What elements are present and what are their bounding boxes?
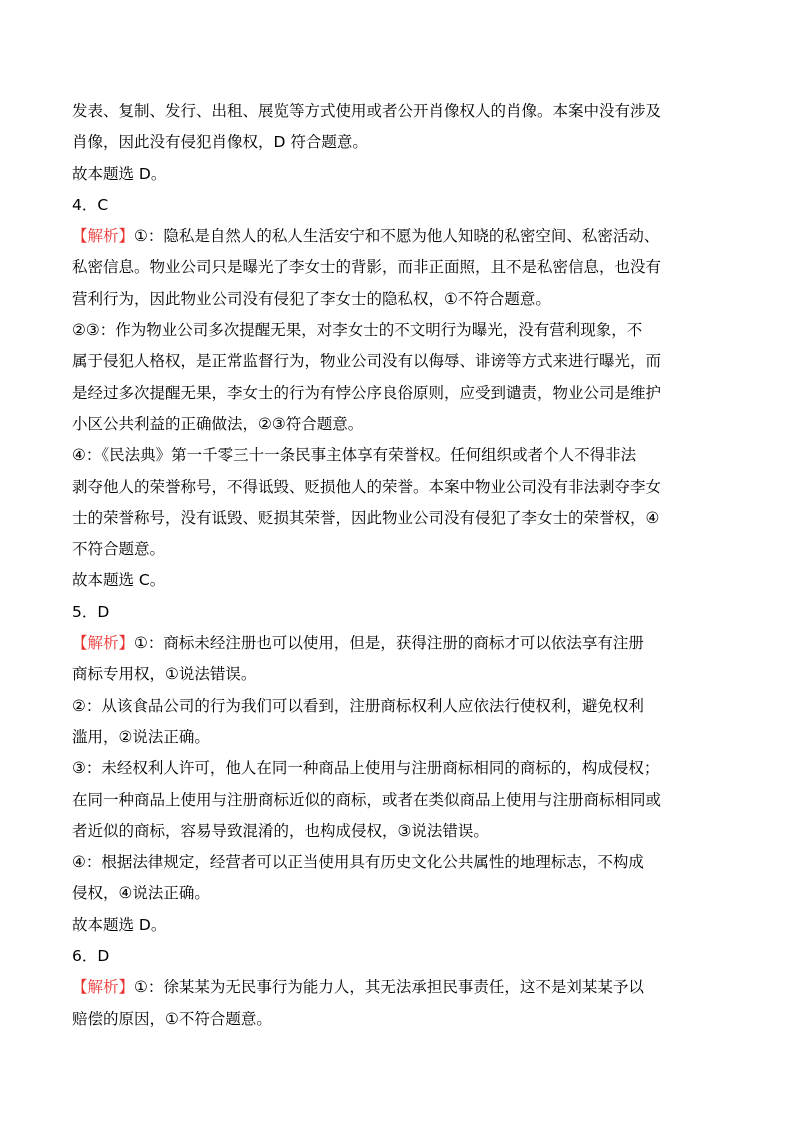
text-line: 剥夺他人的荣誉称号，不得诋毁、贬损他人的荣誉。本案中物业公司没有非法剥夺李女 (72, 477, 662, 496)
text-line: 者近似的商标，容易导致混淆的，也构成侵权，③说法错误。 (72, 821, 489, 840)
document-page (72, 96, 682, 1035)
text-line: ④：根据法律规定，经营者可以正当使用具有历史文化公共属性的地理标志，不构成 (72, 853, 644, 872)
text-line: 小区公共利益的正确做法，②③符合题意。 (72, 414, 364, 433)
text-line: 士的荣誉称号，没有诋毁、贬损其荣誉，因此物业公司没有侵犯了李女士的荣誉权，④ (72, 508, 660, 527)
text-line: ②：从该食品公司的行为我们可以看到，注册商标权利人应依法行使权利，避免权利 (72, 696, 644, 715)
text-line: 赔偿的原因，①不符合题意。 (72, 1009, 272, 1028)
analysis-line (72, 628, 682, 659)
analysis-line (72, 221, 682, 252)
text-line: 私密信息。物业公司只是曝光了李女士的背影，而非正面照，且不是私密信息，也没有 (72, 258, 662, 277)
text-line: 发表、复制、发行、出租、展览等方式使用或者公开肖像权人的肖像。本案中没有涉及 (72, 102, 662, 120)
text-line: 商标专用权，①说法错误。 (72, 665, 257, 684)
question-number: 4．C (72, 195, 109, 214)
text-line: 侵权，④说法正确。 (72, 884, 210, 903)
text-line: 故本题选 C。 (72, 571, 166, 590)
text-line: ②③：作为物业公司多次提醒无果，对李女士的不文明行为曝光，没有营利现象，不 (72, 321, 643, 340)
analysis-label: 【解析】 (72, 634, 135, 653)
analysis-text: ①：商标未经注册也可以使用，但是，获得注册的商标才可以依法享有注册 (134, 634, 644, 653)
analysis-label: 【解析】 (72, 978, 135, 997)
text-line: 在同一种商品上使用与注册商标近似的商标，或者在类似商品上使用与注册商标相同或 (72, 790, 662, 809)
analysis-line (72, 972, 682, 1003)
text-line: 不符合题意。 (72, 540, 166, 559)
text-line: 故本题选 D。 (72, 915, 167, 934)
text-line: 营利行为，因此物业公司没有侵犯了李女士的隐私权，①不符合题意。 (72, 289, 551, 308)
question-number: 5．D (72, 602, 110, 621)
text-line: 故本题选 D。 (72, 164, 167, 183)
text-line: 肖像，因此没有侵犯肖像权，D 符合题意。 (72, 133, 368, 152)
text-line: ③：未经权利人许可，他人在同一种商品上使用与注册商标相同的商标的，构成侵权； (72, 759, 660, 778)
analysis-text: ①：徐某某为无民事行为能力人，其无法承担民事责任，这不是刘某某予以 (134, 978, 644, 997)
text-line: 滥用，②说法正确。 (72, 727, 210, 746)
text-line: 是经过多次提醒无果，李女士的行为有悖公序良俗原则，应受到谴责，物业公司是维护 (72, 383, 662, 402)
analysis-label: 【解析】 (72, 227, 135, 246)
text-line: 属于侵犯人格权，是正常监督行为，物业公司没有以侮辱、诽谤等方式来进行曝光，而 (72, 352, 662, 371)
analysis-text: ①：隐私是自然人的私人生活安宁和不愿为他人知晓的私密空间、私密活动、 (134, 227, 660, 246)
text-line: ④：《民法典》第一千零三十一条民事主体享有荣誉权。任何组织或者个人不得非法 (72, 446, 637, 465)
question-number: 6．D (72, 947, 110, 966)
